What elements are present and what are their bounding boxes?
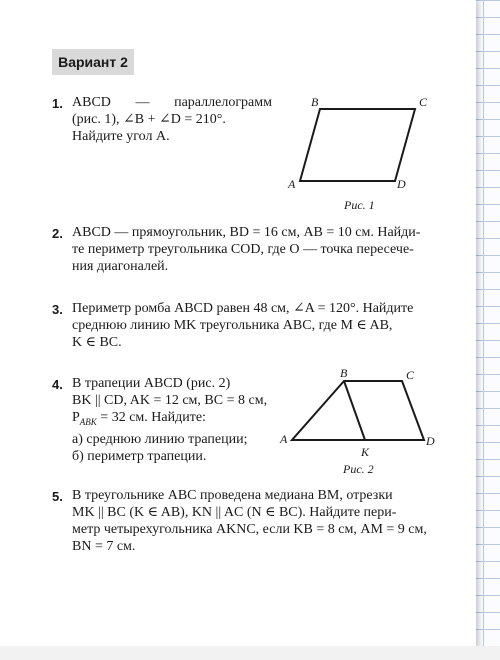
problem-1-text — [72, 94, 272, 145]
problem-3-line-2: среднюю линию MK треугольника ABC, где M ∈ AB, — [72, 318, 393, 333]
figure-2-label-a: A — [280, 432, 288, 446]
problem-2-line-2: те периметр треугольника COD, где O — точка пересече- — [72, 242, 414, 257]
problem-4-number: 4. — [52, 377, 63, 392]
problem-3-number: 3. — [52, 302, 63, 317]
perimeter-subscript: ABK — [79, 416, 97, 427]
figure-2-label-k: K — [361, 445, 370, 459]
variant-header: Вариант 2 — [52, 49, 134, 75]
problem-5-line-4: BN = 7 см. — [72, 539, 136, 554]
problem-2-number: 2. — [52, 226, 63, 241]
figure-1-label-a: A — [288, 177, 296, 191]
figure-1-caption: Рис. 1 — [344, 198, 375, 212]
problem-2-line-3: ния диагоналей. — [72, 259, 169, 274]
problem-5-line-1: В треугольнике ABC проведена медиана BM, отрезки — [72, 488, 393, 503]
problem-4-line-1: В трапеции ABCD (рис. 2) — [72, 376, 231, 391]
problem-2-line-1: ABCD — прямоугольник, BD = 16 см, AB = 10 см. Найди- — [72, 225, 421, 240]
figure-2-label-b: B — [340, 366, 348, 380]
problem-4-line-4: а) среднюю линию трапеции; — [72, 431, 248, 447]
figure-2-label-d: D — [426, 434, 435, 448]
problem-2-text — [72, 224, 444, 275]
problem-4-line-5: б) периметр трапеции. — [72, 448, 207, 464]
problem-4-line-2: BK || CD, AK = 12 см, BC = 8 см, — [72, 393, 268, 408]
perimeter-symbol: P — [72, 410, 80, 425]
perimeter-value: = 32 см. Найдите: — [96, 410, 206, 425]
problem-1-line-3: Найдите угол A. — [72, 129, 170, 144]
parallelogram-shape — [300, 109, 415, 181]
figure-1-label-b: B — [311, 95, 319, 109]
problem-5-line-2: MK || BC (K ∈ AB), KN || AC (N ∈ BC). Найдите пери- — [72, 505, 397, 520]
figure-2-trapezoid — [278, 365, 440, 465]
problem-1-number: 1. — [52, 96, 63, 111]
figure-1-label-d: D — [397, 177, 406, 191]
figure-2-label-c: C — [406, 368, 415, 382]
problem-5-text — [72, 487, 444, 555]
problem-3-text — [72, 300, 444, 351]
segment-bk — [344, 381, 365, 440]
problem-4-line-3 — [72, 409, 282, 431]
problem-5-line-3: метр четырехугольника AKNC, если KB = 8 см, AM = 9 см, — [72, 522, 427, 537]
problem-4-text — [72, 375, 282, 465]
trapezoid-shape — [292, 381, 424, 440]
figure-2-caption: Рис. 2 — [343, 462, 374, 476]
problem-3-line-3: K ∈ BC. — [72, 335, 122, 350]
figure-1-label-c: C — [419, 95, 428, 109]
problem-1-line-1: ABCD — параллелограмм — [72, 95, 272, 110]
problem-3-line-1: Периметр ромба ABCD равен 48 см, ∠A = 120°. Найдите — [72, 301, 414, 316]
problem-1-line-2: (рис. 1), ∠B + ∠D = 210°. — [72, 112, 226, 127]
page-bottom-edge — [0, 646, 500, 660]
problem-5-number: 5. — [52, 489, 63, 504]
